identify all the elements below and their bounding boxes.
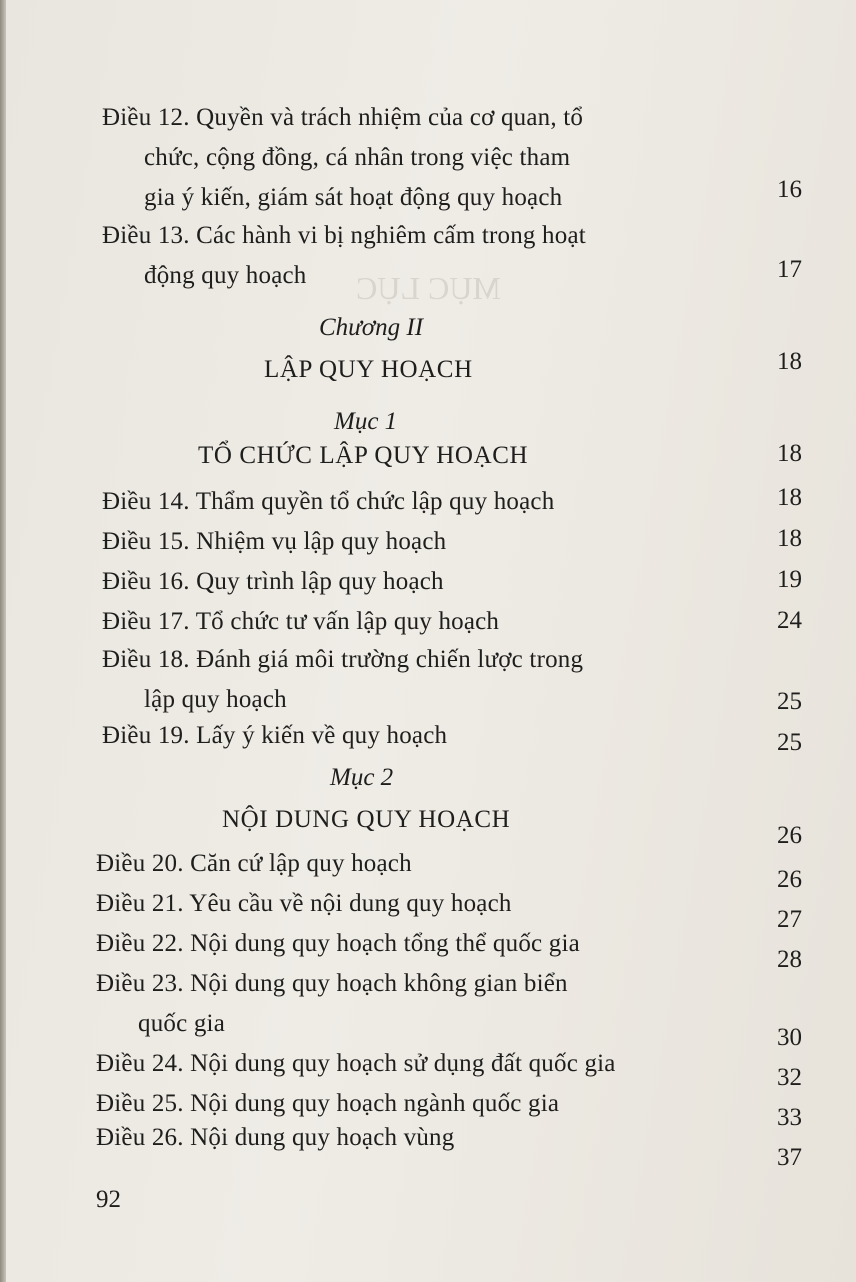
toc-entry-dieu-13: Điều 13. Các hành vi bị nghiêm cấm trong hoạt động quy hoạch (102, 222, 586, 289)
chapter-title: LẬP QUY HOẠCH (264, 356, 473, 383)
toc-page-number: 18 (777, 348, 802, 375)
toc-page-number: 26 (777, 866, 802, 893)
page-number: 92 (96, 1186, 121, 1213)
section-title: TỔ CHỨC LẬP QUY HOẠCH (198, 442, 529, 469)
toc-entry-dieu-20: Điều 20. Căn cứ lập quy hoạch (96, 850, 412, 877)
toc-entry-dieu-17: Điều 17. Tổ chức tư vấn lập quy hoạch (102, 608, 500, 635)
toc-entry-dieu-18: Điều 18. Đánh giá môi trường chiến lược trong lập quy hoạch (102, 646, 584, 713)
toc-page-number: 24 (777, 607, 802, 634)
toc-page-number: 19 (777, 566, 802, 593)
toc-page-number: 25 (777, 729, 802, 756)
toc-entry-dieu-25: Điều 25. Nội dung quy hoạch ngành quốc gia (96, 1090, 560, 1117)
toc-page-number: 37 (777, 1144, 802, 1171)
section-title: NỘI DUNG QUY HOẠCH (222, 806, 511, 833)
toc-page-number: 18 (777, 525, 802, 552)
toc-entry-dieu-14: Điều 14. Thẩm quyền tổ chức lập quy hoạch (102, 488, 555, 515)
toc-entry-dieu-22: Điều 22. Nội dung quy hoạch tổng thể quốc gia (96, 930, 580, 957)
toc-entry-dieu-15: Điều 15. Nhiệm vụ lập quy hoạch (102, 528, 447, 555)
toc-page-number: 18 (777, 484, 802, 511)
chapter-label: Chương II (319, 314, 424, 341)
toc-page-number: 18 (777, 440, 802, 467)
toc-entry-dieu-24: Điều 24. Nội dung quy hoạch sử dụng đất quốc gia (96, 1050, 616, 1077)
bleed-through-text: MỤC LỤC (356, 270, 501, 306)
toc-entry-dieu-16: Điều 16. Quy trình lập quy hoạch (102, 568, 444, 595)
toc-page-number: 17 (777, 256, 802, 283)
book-spine-edge (0, 0, 6, 1282)
toc-entry-dieu-23: Điều 23. Nội dung quy hoạch không gian biển quốc gia (96, 970, 568, 1037)
toc-page-number: 28 (777, 946, 802, 973)
toc-entry-dieu-26: Điều 26. Nội dung quy hoạch vùng (96, 1124, 455, 1151)
toc-entry-dieu-19: Điều 19. Lấy ý kiến về quy hoạch (102, 722, 448, 749)
toc-page-number: 27 (777, 906, 802, 933)
section-label: Mục 1 (334, 408, 398, 435)
section-label: Mục 2 (330, 764, 394, 791)
toc-entry-dieu-12: Điều 12. Quyền và trách nhiệm của cơ quan, tổ chức, cộng đồng, cá nhân trong việc tham gia ý kiến, giám sát hoạt động quy hoạch (102, 104, 584, 211)
toc-page-number: 26 (777, 822, 802, 849)
toc-page-number: 25 (777, 688, 802, 715)
toc-entry-dieu-21: Điều 21. Yêu cầu về nội dung quy hoạch (96, 890, 512, 917)
toc-page-number: 32 (777, 1064, 802, 1091)
book-page (6, 0, 856, 1282)
toc-page-number: 30 (777, 1024, 802, 1051)
toc-page-number: 16 (777, 176, 802, 203)
toc-page-number: 33 (777, 1104, 802, 1131)
